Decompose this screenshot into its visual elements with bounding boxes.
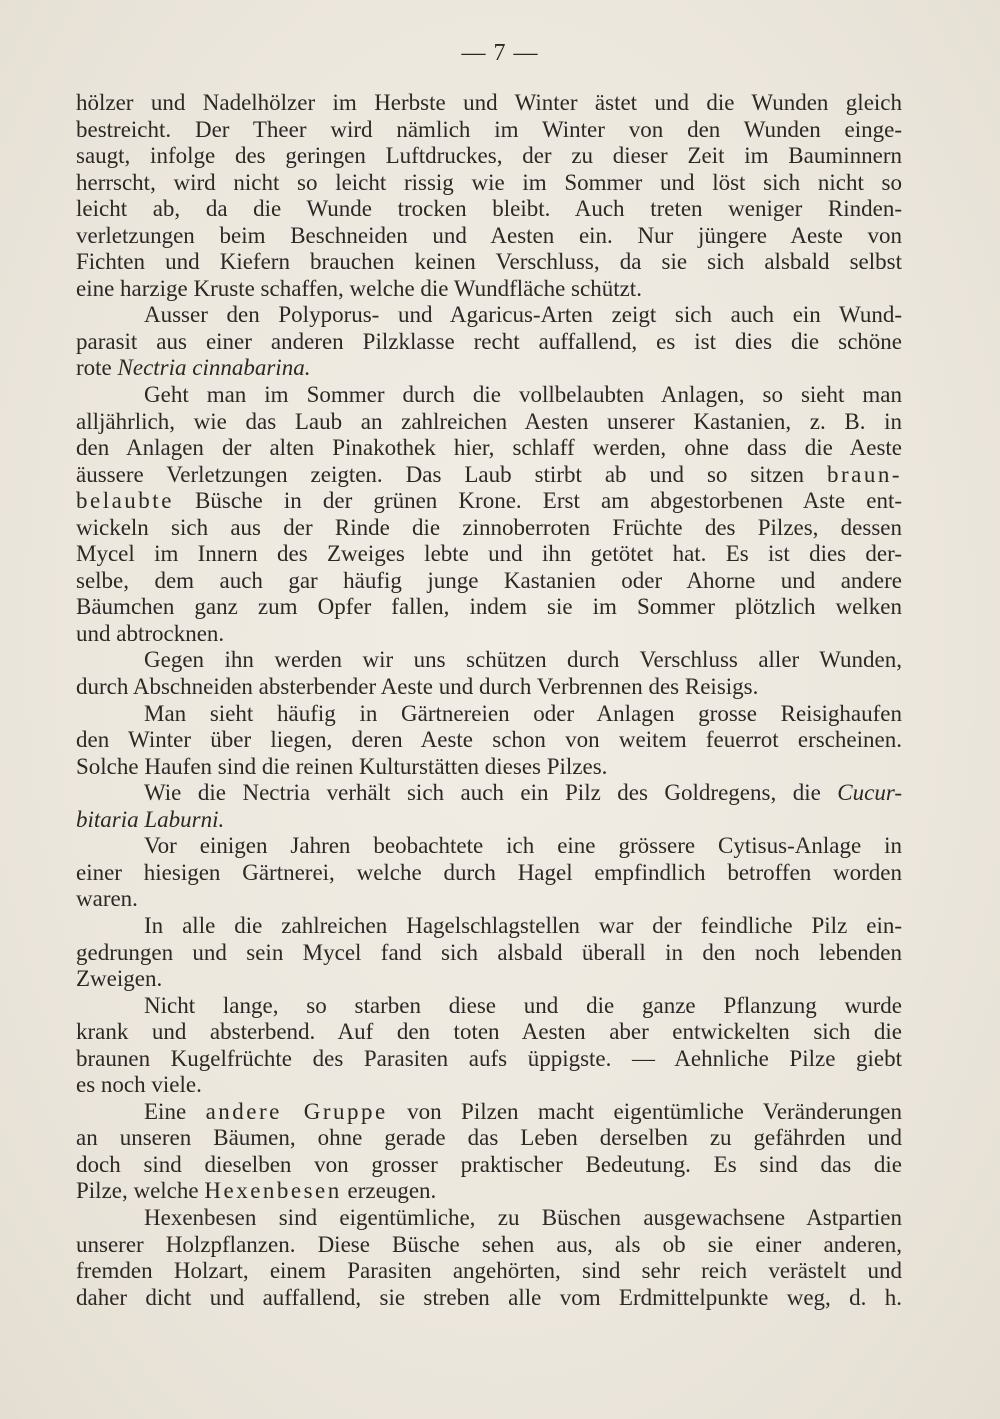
text-line bbox=[76, 1258, 902, 1285]
line-text: Nicht lange, so starben diese und die ganze Pflanzung wurde bbox=[144, 992, 902, 1018]
text-line bbox=[76, 302, 902, 329]
text-line bbox=[76, 1019, 902, 1046]
line-text: äussere Verletzungen zeigten. Das Laub stirbt ab und so sitzen bbox=[76, 461, 827, 487]
text-line bbox=[76, 1099, 902, 1126]
text-line bbox=[76, 727, 902, 754]
line-text: leicht ab, da die Wunde trocken bleibt. Auch treten weniger Rinden- bbox=[76, 196, 902, 222]
line-text: doch sind dieselben von grosser praktischer Bedeutung. Es sind das die bbox=[76, 1151, 902, 1177]
text-line bbox=[76, 1178, 902, 1205]
text-line bbox=[76, 807, 902, 834]
line-text: verletzungen beim Beschneiden und Aesten ein. Nur jüngere Aeste von bbox=[76, 222, 902, 248]
line-text: Gegen ihn werden wir uns schützen durch Verschluss aller Wunden, bbox=[144, 647, 902, 673]
line-text: unserer Holzpflanzen. Diese Büsche sehen aus, als ob sie einer anderen, bbox=[76, 1231, 902, 1257]
text-line bbox=[76, 223, 902, 250]
text-line bbox=[76, 674, 902, 701]
line-text: Eine bbox=[144, 1098, 206, 1124]
text-line bbox=[76, 196, 902, 223]
line-text: den Winter über liegen, deren Aeste schon von weitem feuerrot erscheinen. bbox=[76, 727, 902, 753]
page-number: — 7 — bbox=[461, 40, 539, 66]
text-line bbox=[76, 1205, 902, 1232]
line-text: Bäumchen ganz zum Opfer fallen, indem sie im Sommer plötzlich welken bbox=[76, 594, 902, 620]
text-line bbox=[76, 435, 902, 462]
text-line bbox=[76, 143, 902, 170]
line-text: wickeln sich aus der Rinde die zinnoberroten Früchte des Pilzes, dessen bbox=[76, 514, 902, 540]
line-text: und abtrocknen. bbox=[76, 620, 225, 646]
text-line bbox=[76, 1285, 902, 1312]
text-line bbox=[76, 647, 902, 674]
text-line bbox=[76, 594, 902, 621]
spaced-text: braun- bbox=[826, 461, 902, 487]
line-text: rote bbox=[76, 355, 118, 381]
line-text: hölzer und Nadelhölzer im Herbste und Winter ästet und die Wunden gleich bbox=[76, 90, 902, 115]
line-text: fremden Holzart, einem Parasiten angehörten, sind sehr reich verästelt und bbox=[76, 1258, 902, 1284]
italic-text: Cucur- bbox=[837, 780, 902, 806]
text-line bbox=[76, 329, 902, 356]
line-text: Vor einigen Jahren beobachtete ich eine grössere Cytisus-Anlage in bbox=[144, 833, 902, 859]
text-line bbox=[76, 833, 902, 860]
line-text: von Pilzen macht eigentümliche Veränderungen bbox=[387, 1098, 903, 1124]
line-text: parasit aus einer anderen Pilzklasse recht auffallend, es ist dies die schöne bbox=[76, 328, 902, 354]
text-line bbox=[76, 409, 902, 436]
text-line bbox=[76, 966, 902, 993]
line-text: herrscht, wird nicht so leicht rissig wie im Sommer und löst sich nicht so bbox=[76, 169, 902, 195]
line-text: In alle die zahlreichen Hagelschlagstellen war der feindliche Pilz ein- bbox=[144, 912, 902, 938]
text-line bbox=[76, 541, 902, 568]
text-line bbox=[76, 1046, 902, 1073]
line-text: saugt, infolge des geringen Luftdruckes, der zu dieser Zeit im Bauminnern bbox=[76, 143, 902, 169]
text-line bbox=[76, 568, 902, 595]
spaced-text: Hexenbesen bbox=[204, 1178, 342, 1204]
text-line bbox=[76, 860, 902, 887]
text-line bbox=[76, 754, 902, 781]
text-line bbox=[76, 515, 902, 542]
line-text: bestreicht. Der Theer wird nämlich im Winter von den Wunden einge- bbox=[76, 116, 902, 142]
text-line bbox=[76, 886, 902, 913]
text-line bbox=[76, 488, 902, 515]
text-line bbox=[76, 621, 902, 648]
line-text: Geht man im Sommer durch die vollbelaubten Anlagen, so sieht man bbox=[144, 382, 902, 408]
text-line bbox=[76, 1125, 902, 1152]
line-text: erzeugen. bbox=[341, 1178, 437, 1204]
body-text bbox=[76, 90, 902, 1311]
line-text: Solche Haufen sind die reinen Kulturstätten dieses Pilzes. bbox=[76, 753, 608, 779]
line-text: Mycel im Innern des Zweiges lebte und ihn getötet hat. Es ist dies der- bbox=[76, 541, 902, 567]
text-line bbox=[76, 1152, 902, 1179]
line-text: den Anlagen der alten Pinakothek hier, schlaff werden, ohne dass die Aeste bbox=[76, 435, 902, 461]
text-line bbox=[76, 382, 902, 409]
line-text: Man sieht häufig in Gärtnereien oder Anlagen grosse Reisighaufen bbox=[144, 700, 902, 726]
spaced-text: andere Gruppe bbox=[205, 1098, 388, 1124]
italic-text: bitaria Laburni. bbox=[76, 806, 225, 832]
line-text: braunen Kugelfrüchte des Parasiten aufs üppigste. — Aehnliche Pilze giebt bbox=[76, 1045, 902, 1071]
text-line bbox=[76, 993, 902, 1020]
text-line bbox=[76, 249, 902, 276]
line-text: Ausser den Polyporus- und Agaricus-Arten zeigt sich auch ein Wund- bbox=[144, 302, 902, 328]
line-text: Pilze, welche bbox=[76, 1178, 205, 1204]
line-text: Zweigen. bbox=[76, 966, 163, 992]
text-line bbox=[76, 276, 902, 303]
text-line bbox=[76, 780, 902, 807]
spaced-text: belaubte bbox=[76, 488, 174, 514]
text-line bbox=[76, 1232, 902, 1259]
text-line bbox=[76, 701, 902, 728]
italic-text: Nectria cinnabarina. bbox=[117, 355, 311, 381]
text-line bbox=[76, 913, 902, 940]
line-text: daher dicht und auffallend, sie streben alle vom Erdmittelpunkte weg, d. h. bbox=[76, 1284, 902, 1310]
line-text: gedrungen und sein Mycel fand sich alsbald überall in den noch lebenden bbox=[76, 939, 902, 965]
line-text: eine harzige Kruste schaffen, welche die Wundfläche schützt. bbox=[76, 275, 642, 301]
line-text: an unseren Bäumen, ohne gerade das Leben derselben zu gefährden und bbox=[76, 1125, 902, 1151]
text-line bbox=[76, 462, 902, 489]
line-text: Fichten und Kiefern brauchen keinen Verschluss, da sie sich alsbald selbst bbox=[76, 249, 902, 275]
text-line bbox=[76, 355, 902, 382]
line-text: Büsche in der grünen Krone. Erst am abgestorbenen Aste ent- bbox=[173, 488, 902, 514]
line-text: Wie die Nectria verhält sich auch ein Pilz des Goldregens, die bbox=[144, 780, 838, 806]
text-line bbox=[76, 170, 902, 197]
line-text: waren. bbox=[76, 886, 138, 912]
text-line bbox=[76, 940, 902, 967]
line-text: Hexenbesen sind eigentümliche, zu Büschen ausgewachsene Astpartien bbox=[144, 1204, 902, 1230]
line-text: es noch viele. bbox=[76, 1072, 202, 1098]
text-line bbox=[76, 1072, 902, 1099]
line-text: alljährlich, wie das Laub an zahlreichen Aesten unserer Kastanien, z. B. in bbox=[76, 408, 902, 434]
line-text: selbe, dem auch gar häufig junge Kastanien oder Ahorne und andere bbox=[76, 567, 902, 593]
text-line bbox=[76, 117, 902, 144]
line-text: krank und absterbend. Auf den toten Aesten aber entwickelten sich die bbox=[76, 1019, 902, 1045]
line-text: einer hiesigen Gärtnerei, welche durch Hagel empfindlich betroffen worden bbox=[76, 859, 902, 885]
text-line bbox=[76, 90, 902, 117]
line-text: durch Abschneiden absterbender Aeste und durch Verbrennen des Reisigs. bbox=[76, 674, 759, 700]
